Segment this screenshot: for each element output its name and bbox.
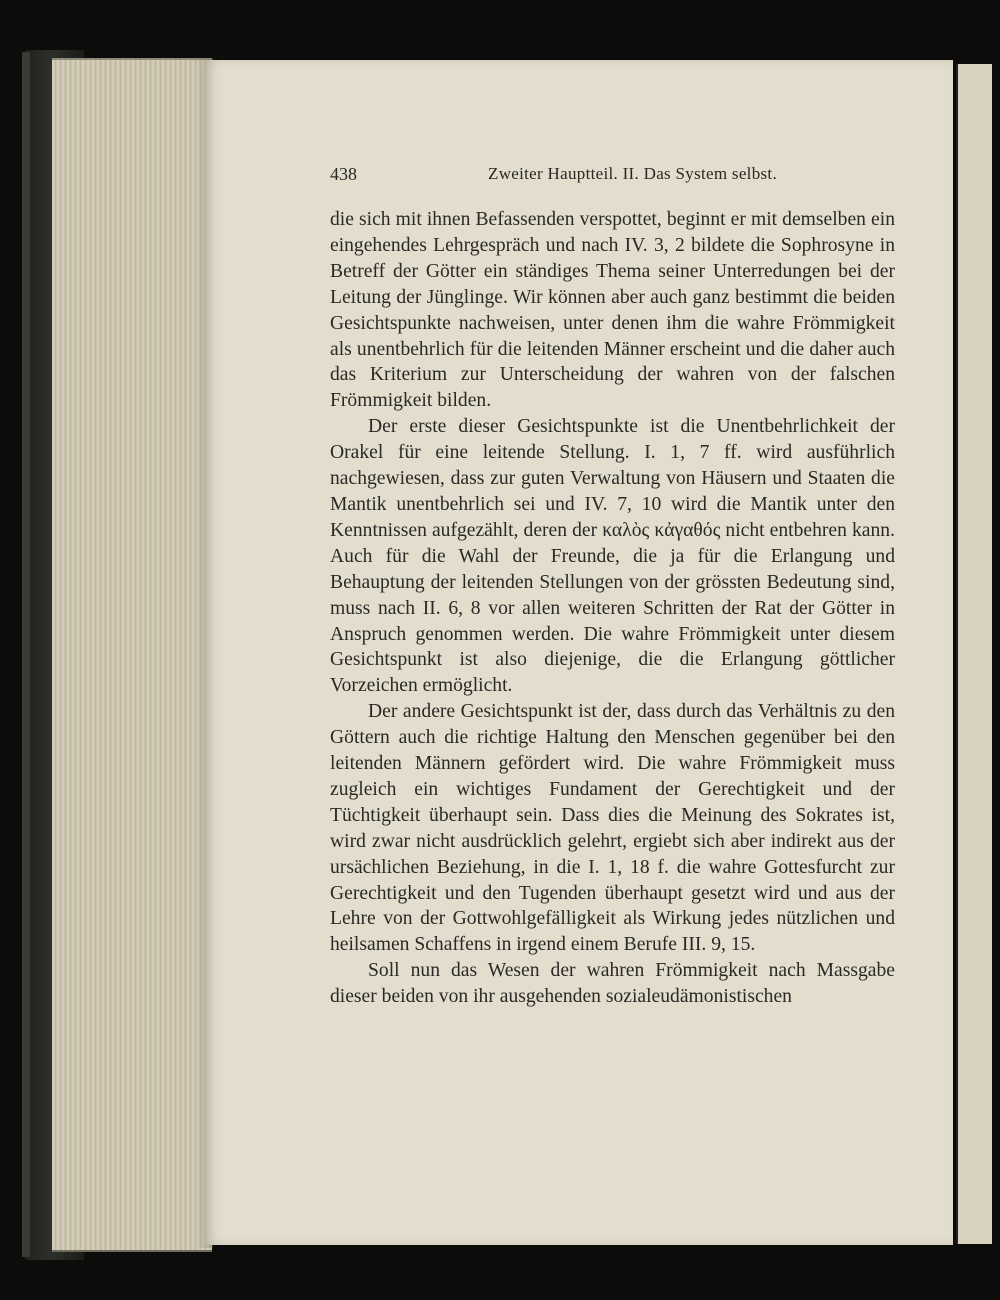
page-number: 438 xyxy=(330,164,357,184)
book-cover-edge xyxy=(22,52,30,1257)
page-header xyxy=(330,164,895,190)
paragraph: die sich mit ihnen Befassenden verspottet, beginnt er mit demselben ein eingehendes Lehrgespräch und nach IV. 3, 2 bildete die Sophrosyne in Betreff der Götter ein ständiges Thema seiner Unterredungen bei der Leitung der Jünglinge. Wir können aber auch ganz bestimmt die beiden Gesichtspunkte nachweisen, unter denen ihm die wahre Frömmigkeit als unentbehrlich für die leitenden Männer erscheint und die daher auch das Kriterium zur Unterscheidung der wahren von der falschen Frömmigkeit bilden. xyxy=(330,209,895,412)
page-stack xyxy=(52,58,212,1252)
paragraph: Der andere Gesichtspunkt ist der, dass durch das Verhältnis zu den Göttern auch die richtige Haltung den Menschen gegenüber bei den leitenden Männern gefördert wird. Die wahre Frömmigkeit muss zugleich ein wichtiges Fundament der Gerechtigkeit und der Tüchtigkeit überhaupt sein. Dass dies die Meinung des Sokrates ist, wird zwar nicht ausdrücklich gelehrt, ergiebt sich aber indirekt aus der ursächlichen Beziehung, in die I. 1, 18 f. die wahre Gottesfurcht zur Gerechtigkeit und den Tugenden überhaupt gesetzt wird und aus der Lehre von der Gottwohlgefälligkeit als Wirkung jedes nützlichen und heilsamen Schaffens in irgend einem Berufe III. 9, 15. xyxy=(330,701,895,956)
paragraph: Soll nun das Wesen der wahren Frömmigkeit nach Massgabe dieser beiden von ihr ausgehenden sozialeudämonistischen xyxy=(330,960,895,1008)
body-text xyxy=(330,207,895,1010)
facing-page-edge xyxy=(956,64,992,1244)
paragraph: Der erste dieser Gesichtspunkte ist die Unentbehrlichkeit der Orakel für eine leitende Stellung. I. 1, 7 ff. wird ausführlich nachgewiesen, dass zur guten Verwaltung von Häusern und Staaten die Mantik unentbehrlich sei und IV. 7, 10 wird die Mantik unter den Kenntnissen aufgezählt, deren der καλὸς κἀγαθός nicht entbehren kann. Auch für die Wahl der Freunde, die ja für die Erlangung und Behauptung der leitenden Stellungen von der grössten Bedeutung sind, muss nach II. 6, 8 vor allen weiteren Schritten der Rat der Götter in Anspruch genommen werden. Die wahre Frömmigkeit unter diesem Gesichtspunkt ist also diejenige, die die Erlangung göttlicher Vorzeichen ermöglicht. xyxy=(330,416,895,697)
running-head: Zweiter Hauptteil. II. Das System selbst. xyxy=(488,164,777,183)
